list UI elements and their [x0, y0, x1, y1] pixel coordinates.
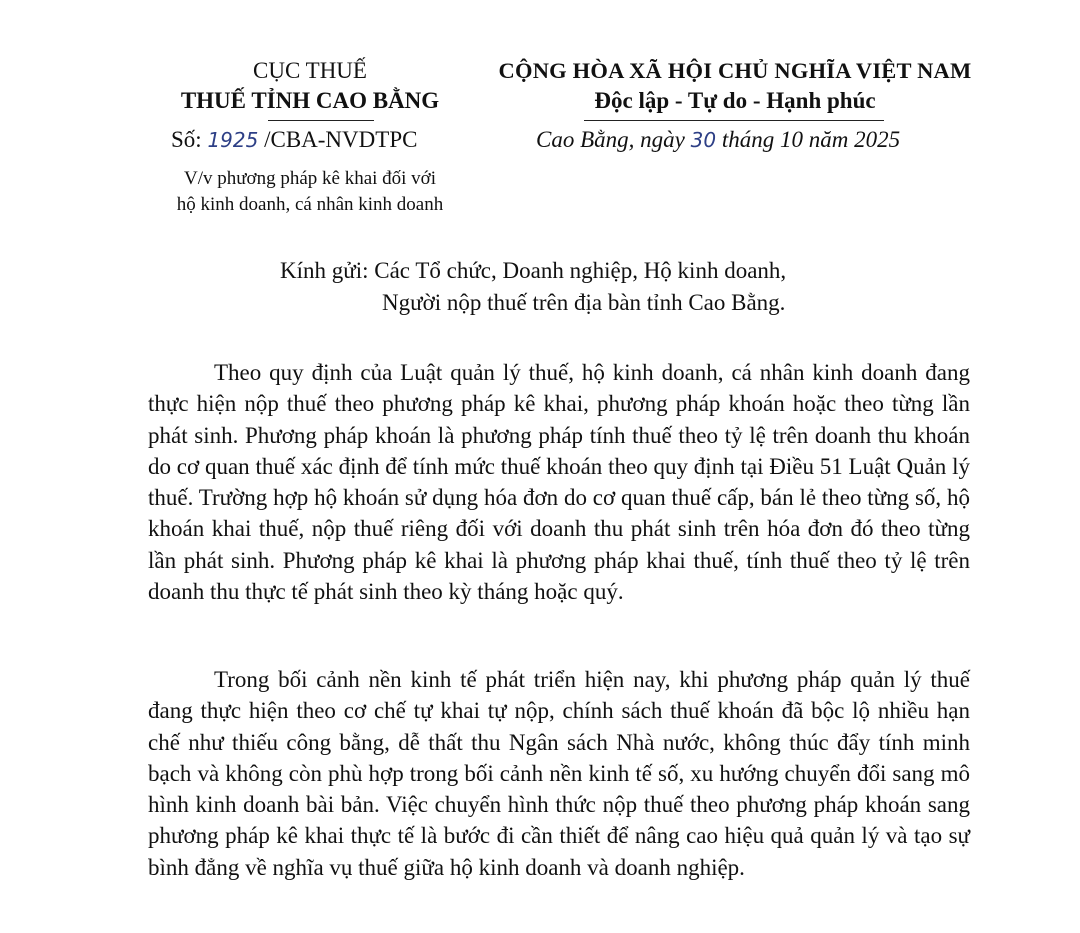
- subject-line-1: V/v phương pháp kê khai đối với: [183, 168, 437, 189]
- date-prefix: Cao Bằng, ngày: [536, 127, 685, 152]
- date-suffix: tháng 10 năm 2025: [721, 127, 901, 152]
- paragraph-1-text: Theo quy định của Luật quản lý thuế, hộ kinh doanh, cá nhân kinh doanh đang thực hiện nộp thuế theo phương pháp kê khai, phương pháp khoán hoặc theo từng lần phát sinh. Phương pháp khoán là phương pháp tính thuế theo tỷ lệ trên doanh thu khoán do cơ quan thuế xác định để tính mức thuế khoán theo quy định tại Điều 51 Luật Quản lý thuế. Trường hợp hộ khoán sử dụng hóa đơn do cơ quan thuế cấp, bán lẻ theo từng số, hộ khoán khai thuế, nộp thuế riêng đối với doanh thu phát sinh trên hóa đơn đó theo từng lần phát sinh. Phương pháp kê khai là phương pháp khai thuế, tính thuế theo tỷ lệ trên doanh thu thực tế phát sinh theo kỳ tháng hoặc quý.: [148, 360, 970, 605]
- national-title: CỘNG HÒA XÃ HỘI CHỦ NGHĨA VIỆT NAM: [498, 58, 972, 83]
- motto-underline: [584, 120, 884, 121]
- doc-number-suffix: /CBA-NVDTPC: [264, 127, 418, 152]
- date-day-handwritten: 30: [690, 128, 717, 152]
- doc-number-handwritten: 1925: [207, 128, 259, 152]
- body-paragraph-2: [148, 664, 970, 883]
- recipient-line-2: Người nộp thuế trên địa bàn tỉnh Cao Bằng.: [382, 290, 786, 315]
- subject-line-2: hộ kinh doanh, cá nhân kinh doanh: [176, 194, 444, 215]
- paragraph-2-text: Trong bối cảnh nền kinh tế phát triển hiện nay, khi phương pháp quản lý thuế đang thực hiện theo cơ chế tự khai tự nộp, chính sách thuế khoán đã bộc lộ nhiều hạn chế như thiếu công bằng, dễ thất thu Ngân sách Nhà nước, không thúc đẩy tính minh bạch và không còn phù hợp trong bối cảnh nền kinh tế số, xu hướng chuyển đổi sang mô hình kinh doanh bài bản. Việc chuyển hình thức nộp thuế theo phương pháp khoán sang phương pháp kê khai thực tế là bước đi cần thiết để nâng cao hiệu quả quản lý và tạo sự bình đẳng về nghĩa vụ thuế giữa hộ kinh doanh và doanh nghiệp.: [148, 667, 970, 880]
- doc-number-prefix: Số:: [171, 127, 202, 152]
- national-motto: Độc lập - Tự do - Hạnh phúc: [594, 88, 876, 113]
- date-line: [536, 127, 900, 153]
- agency-name: CỤC THUẾ: [253, 58, 367, 83]
- body-paragraph-1: [148, 357, 970, 607]
- document-number: [171, 127, 417, 153]
- office-underline: [268, 120, 374, 121]
- recipient-line-1: Kính gửi: Các Tổ chức, Doanh nghiệp, Hộ kinh doanh,: [280, 258, 787, 283]
- office-name: THUẾ TỈNH CAO BẰNG: [180, 88, 440, 113]
